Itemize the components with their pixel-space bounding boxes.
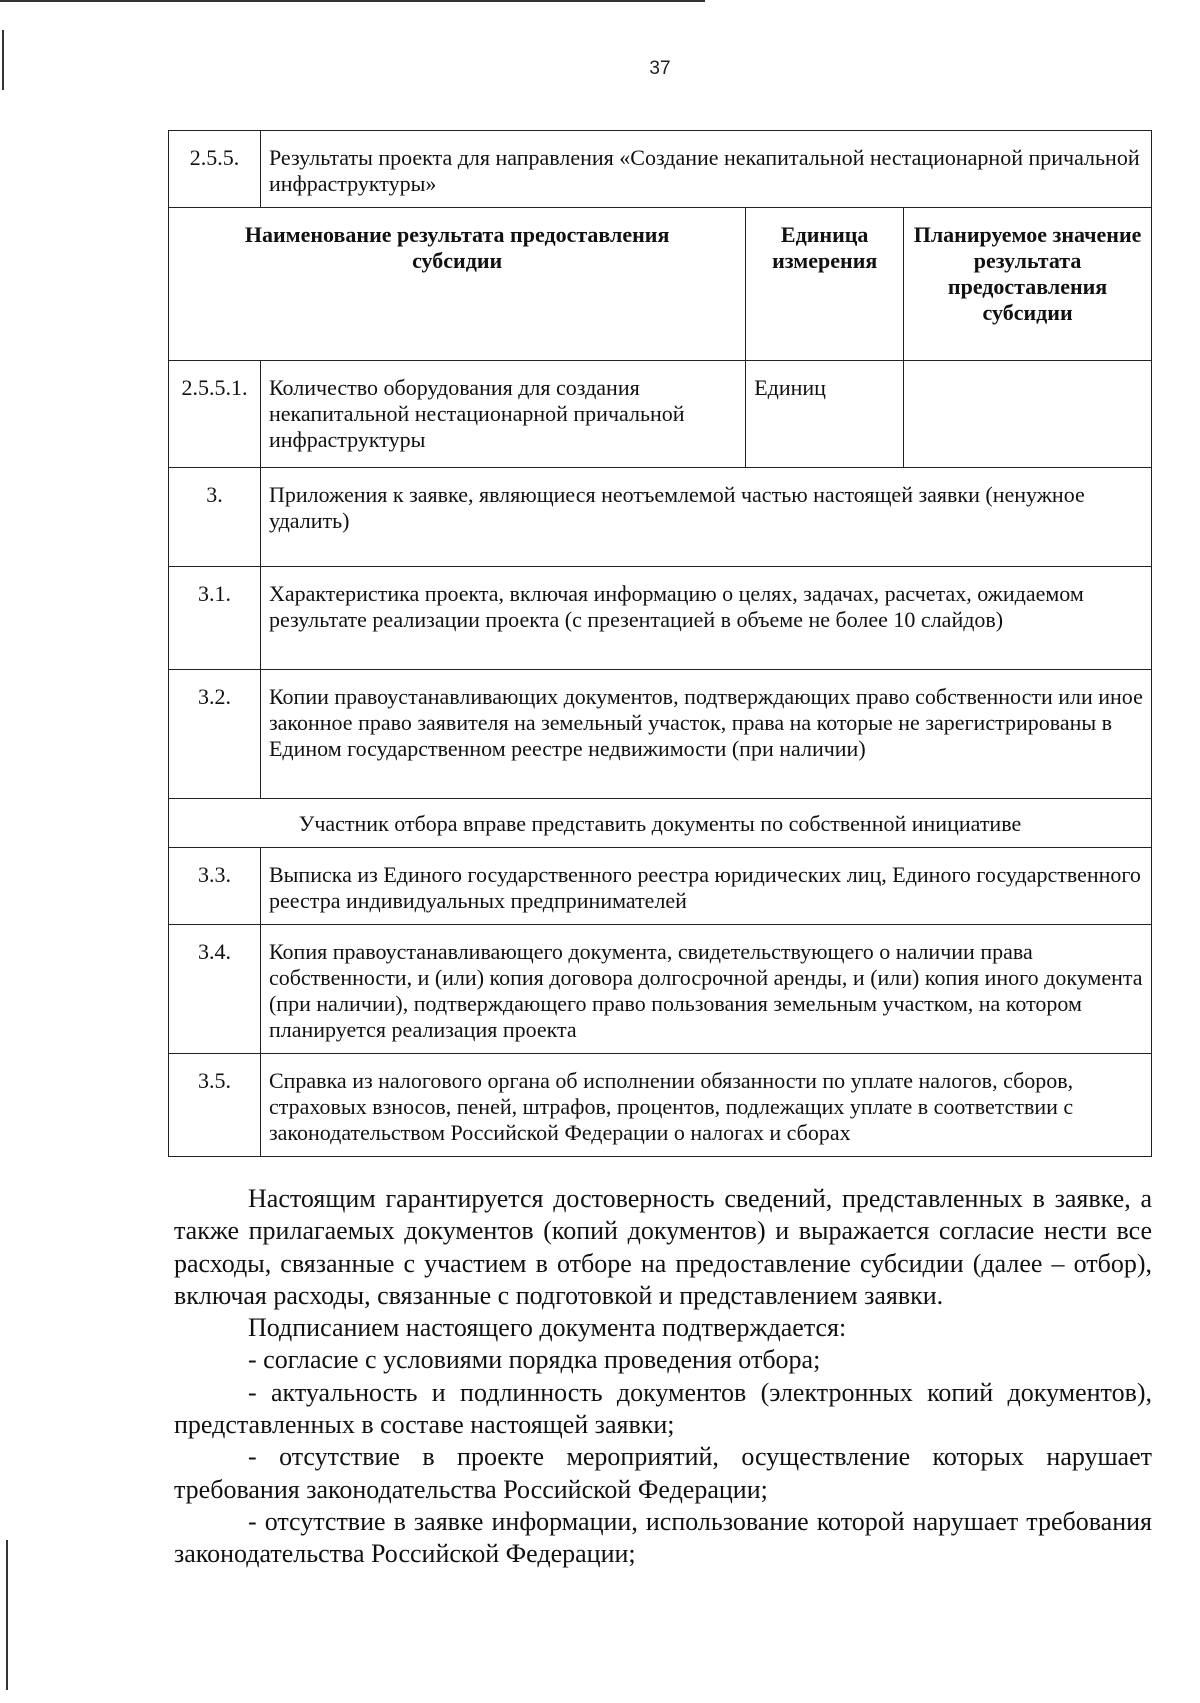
table-row — [169, 925, 1152, 1054]
list-item: - отсутствие в заявке информации, использование которой нарушает требования законодательства Российской Федерации; — [174, 1506, 1152, 1569]
scan-edge-line-left-bottom — [6, 1540, 8, 1690]
scan-edge-line-top — [0, 0, 705, 2]
result-planned-value — [904, 361, 1152, 468]
table-row — [169, 1054, 1152, 1157]
table-row — [169, 670, 1152, 799]
row-number: 3.3. — [169, 848, 261, 925]
row-number: 3.2. — [169, 670, 261, 799]
table-header-row — [169, 208, 1152, 361]
item-text: Выписка из Единого государственного реестра юридических лиц, Единого государственного реестра индивидуальных предпринимателей — [260, 848, 1151, 925]
row-number: 3. — [169, 468, 261, 567]
guarantee-paragraph: Настоящим гарантируется достоверность сведений, представленных в заявке, а также прилагаемых документов (копий документов) и выражается согласие нести все расходы, связанные с участием в отборе на предоставление субсидии (далее – отбор), включая расходы, связанные с подготовкой и представлением заявки. — [174, 1184, 1152, 1310]
page-number: 37 — [649, 58, 671, 79]
signing-intro: Подписанием настоящего документа подтверждается: — [248, 1313, 847, 1343]
row-number: 2.5.5.1. — [169, 361, 261, 468]
row-number: 3.4. — [169, 925, 261, 1054]
table-row — [169, 131, 1152, 208]
result-name: Количество оборудования для создания некапитальной нестационарной причальной инфраструктуры — [260, 361, 745, 468]
section-number: 2.5.5. — [169, 131, 261, 208]
application-table — [168, 130, 1152, 1157]
section-title: Приложения к заявке, являющиеся неотъемлемой частью настоящей заявки (ненужное удалить) — [260, 468, 1151, 567]
row-number: 3.5. — [169, 1054, 261, 1157]
section-title: Результаты проекта для направления «Создание некапитальной нестационарной причальной инфраструктуры» — [260, 131, 1151, 208]
table-row — [169, 799, 1152, 848]
table-row — [169, 567, 1152, 670]
item-text: Характеристика проекта, включая информацию о целях, задачах, расчетах, ожидаемом результате реализации проекта (с презентацией в объеме не более 10 слайдов) — [260, 567, 1151, 670]
column-header-unit: Единица измерения — [746, 208, 904, 361]
item-text: Копия правоустанавливающего документа, свидетельствующего о наличии права собственности, и (или) копия договора долгосрочной аренды, и (или) копия иного документа (при наличии), подтверждающего право пользования земельным участком, на котором планируется реализация проекта — [260, 925, 1151, 1054]
result-unit: Единиц — [746, 361, 904, 468]
column-header-planned: Планируемое значение результата предоставления субсидии — [904, 208, 1152, 361]
item-text: Копии правоустанавливающих документов, подтверждающих право собственности или иное законное право заявителя на земельный участок, права на которые не зарегистрированы в Едином государственном реестре недвижимости (при наличии) — [260, 670, 1151, 799]
row-number: 3.1. — [169, 567, 261, 670]
list-item: - согласие с условиями порядка проведения отбора; — [248, 1345, 821, 1375]
table-row — [169, 468, 1152, 567]
column-header-name: Наименование результата предоставления субсидии — [169, 208, 746, 361]
item-text: Справка из налогового органа об исполнении обязанности по уплате налогов, сборов, страховых взносов, пеней, штрафов, процентов, подлежащих уплате в соответствии с законодательством Российской Федерации о налогах и сборах — [260, 1054, 1151, 1157]
confirmation-text — [174, 1183, 1152, 1571]
list-item: - отсутствие в проекте мероприятий, осуществление которых нарушает требования законодательства Российской Федерации; — [174, 1442, 1152, 1504]
table-row — [169, 848, 1152, 925]
list-item: - актуальность и подлинность документов (электронных копий документов), представленных в составе настоящей заявки; — [174, 1377, 1152, 1440]
own-initiative-note: Участник отбора вправе представить документы по собственной инициативе — [169, 799, 1152, 848]
table-row — [169, 361, 1152, 468]
